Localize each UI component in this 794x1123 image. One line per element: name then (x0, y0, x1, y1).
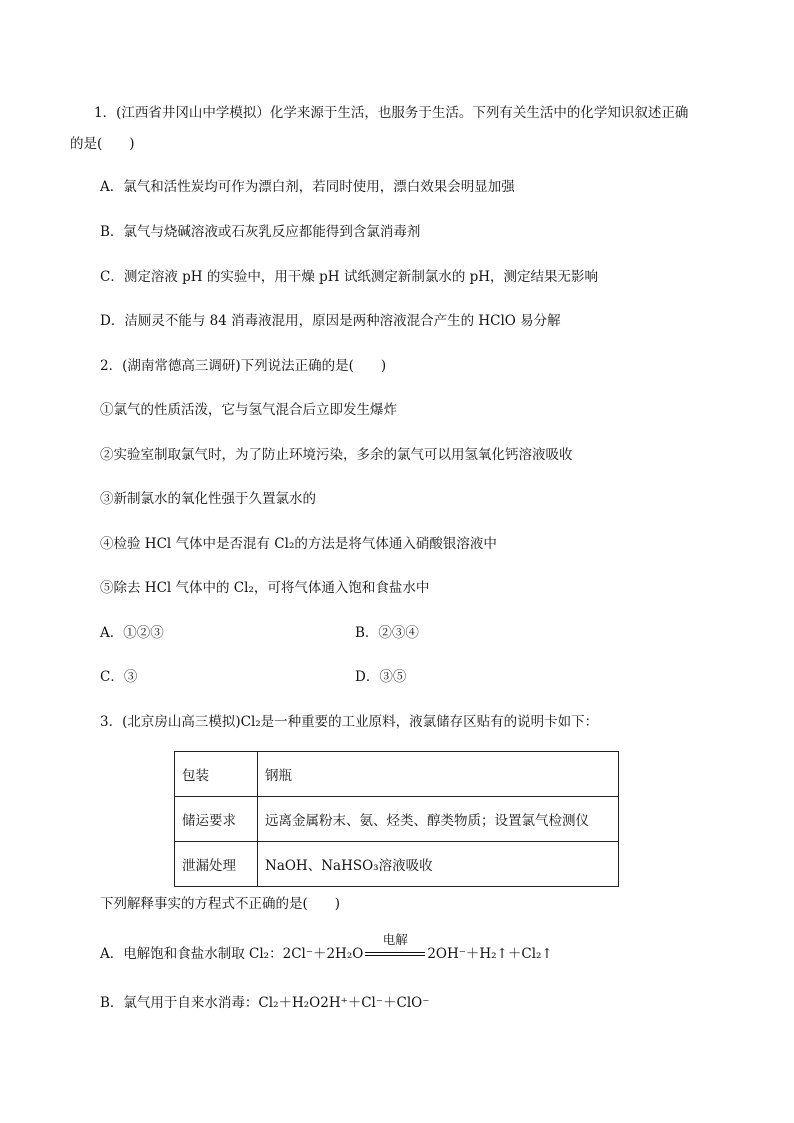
table-value: 钢瓶 (258, 752, 619, 797)
q2-statement-3: ③新制氯水的氧化性强于久置氯水的 (100, 491, 316, 507)
table-row (175, 752, 619, 797)
q2-option-a: A．①②③ (100, 625, 164, 641)
table-key: 包装 (175, 752, 258, 797)
table-key: 泄漏处理 (175, 842, 258, 887)
q3-after-table: 下列解释事实的方程式不正确的是( ) (100, 896, 341, 912)
q3-stem: 3．(北京房山高三模拟)Cl₂是一种重要的工业原料，液氯储存区贴有的说明卡如下： (100, 714, 599, 730)
chlorine-info-card-table (174, 751, 619, 887)
q1-option-b: B．氯气与烧碱溶液或石灰乳反应都能得到含氯消毒剂 (100, 224, 421, 240)
q2-statement-1: ①氯气的性质活泼，它与氢气混合后立即发生爆炸 (100, 402, 397, 418)
q1-stem-line1: 1．(江西省井冈山中学模拟）化学来源于生活，也服务于生活。下列有关生活中的化学知识叙述正确 (94, 105, 689, 121)
q3-option-a (100, 932, 553, 964)
q2-statement-5: ⑤除去 HCl 气体中的 Cl₂，可将气体通入饱和食盐水中 (100, 580, 430, 596)
table-value: NaOH、NaHSO₃溶液吸收 (258, 842, 619, 887)
q2-option-d: D．③⑤ (355, 669, 407, 685)
q2-option-b: B．②③④ (355, 625, 419, 641)
q3-option-a-left: A．电解饱和食盐水制取 Cl₂：2Cl⁻＋2H₂O (100, 946, 364, 962)
q1-option-d: D．洁厕灵不能与 84 消毒液混用，原因是两种溶液混合产生的 HClO 易分解 (100, 313, 561, 329)
table-row (175, 842, 619, 887)
reaction-condition-arrow (363, 932, 427, 964)
q1-option-a: A．氯气和活性炭均可作为漂白剂，若同时使用，漂白效果会明显加强 (100, 179, 515, 195)
q2-statement-4: ④检验 HCl 气体中是否混有 Cl₂的方法是将气体通入硝酸银溶液中 (100, 536, 497, 552)
q3-option-b: B．氯气用于自来水消毒：Cl₂＋H₂O2H⁺＋Cl⁻＋ClO⁻ (100, 995, 430, 1011)
q1-stem-line2: 的是( ) (70, 136, 135, 152)
q1-option-c: C．测定溶液 pH 的实验中，用干燥 pH 试纸测定新制氯水的 pH，测定结果无影响 (100, 269, 599, 285)
table-value: 远离金属粉末、氨、烃类、醇类物质；设置氯气检测仪 (258, 797, 619, 842)
table-row (175, 797, 619, 842)
q2-stem: 2．(湖南常德高三调研)下列说法正确的是( ) (100, 358, 387, 374)
q2-option-c: C．③ (100, 669, 138, 685)
q2-statement-2: ②实验室制取氯气时，为了防止环境污染，多余的氯气可以用氢氧化钙溶液吸收 (100, 447, 573, 463)
q3-option-a-right: 2OH⁻＋H₂↑＋Cl₂↑ (427, 946, 553, 962)
reaction-condition-label: 电解 (382, 932, 408, 947)
table-key: 储运要求 (175, 797, 258, 842)
